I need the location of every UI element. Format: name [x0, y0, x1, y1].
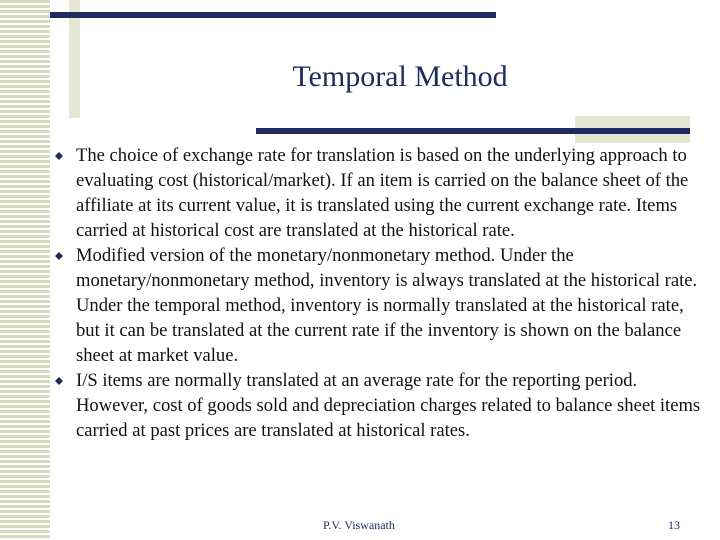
title-rule-top	[50, 12, 496, 18]
bullet-item	[55, 143, 710, 243]
diamond-bullet-icon	[55, 252, 63, 260]
slide-title: Temporal Method	[292, 60, 508, 93]
bullet-item	[55, 368, 710, 443]
title-rule-bottom	[256, 128, 690, 134]
bullet-text: The choice of exchange rate for translation is based on the underlying approach to evaluating cost (historical/market). If an item is carried on the balance sheet of the affiliate at its current value, it is translated using the current exchange rate. Items carried at historical cost are translated at the historical rate.	[76, 145, 689, 241]
bullet-text: I/S items are normally translated at an average rate for the reporting period. However, cost of goods sold and depreciation charges related to balance sheet items carried at past prices are translated at historical rates.	[76, 370, 701, 441]
diamond-bullet-icon	[55, 377, 63, 385]
footer-author: P.V. Viswanath	[323, 518, 395, 532]
bullet-list	[55, 143, 710, 443]
page-number: 13	[668, 518, 680, 532]
diamond-bullet-icon	[55, 152, 63, 160]
decorative-stripe-left	[0, 0, 50, 540]
bullet-item	[55, 243, 710, 368]
bullet-text: Modified version of the monetary/nonmonetary method. Under the monetary/nonmonetary method, inventory is always translated at the historical rate. Under the temporal method, inventory is normally translated at the historical rate, but it can be translated at the current rate if the inventory is shown on the balance sheet at market value.	[76, 245, 698, 366]
